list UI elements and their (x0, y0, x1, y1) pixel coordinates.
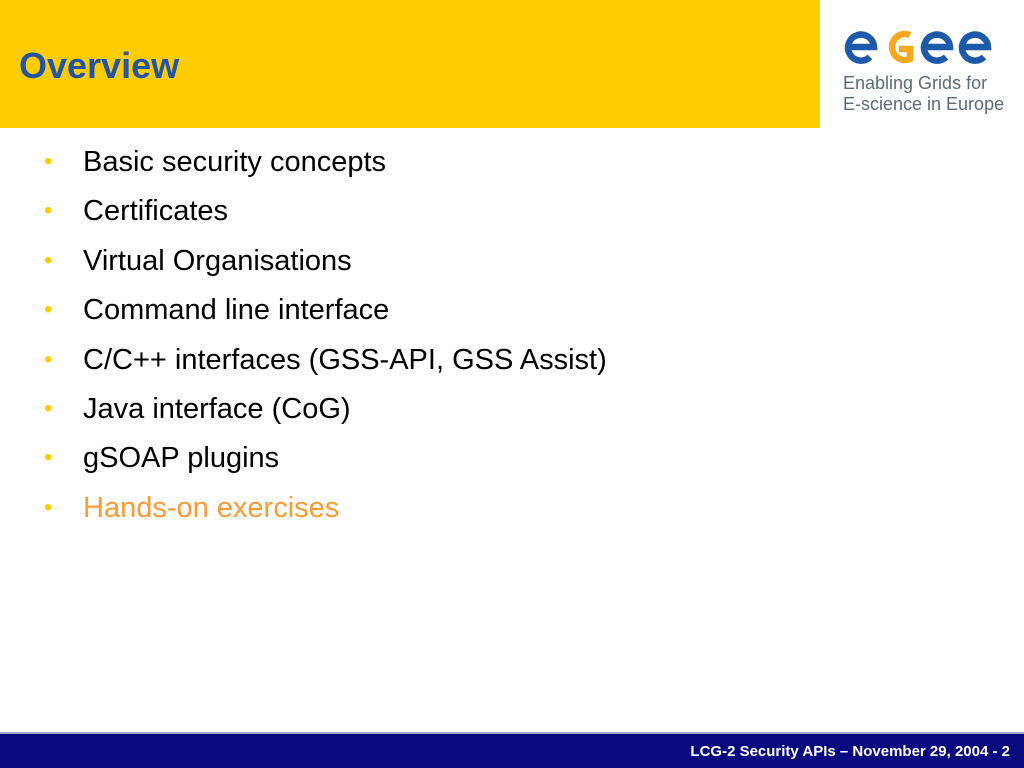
bullet-icon: • (44, 148, 53, 175)
bullet-item (44, 288, 607, 337)
bullet-text: Java interface (CoG) (83, 392, 351, 425)
bullet-text: Command line interface (83, 294, 390, 327)
header-band (0, 0, 820, 128)
bullet-item (44, 436, 607, 485)
bullet-text: Certificates (83, 195, 229, 228)
logo-tagline (843, 73, 1004, 115)
bullet-item (44, 239, 607, 288)
bullet-icon: • (44, 197, 53, 225)
logo-tagline-line-1: Enabling Grids for (843, 73, 988, 93)
egee-logo (820, 0, 1024, 128)
bullet-icon: • (44, 444, 53, 472)
bullet-item (44, 189, 607, 238)
bullet-icon: • (44, 296, 53, 324)
bullet-icon: • (44, 493, 53, 521)
bullet-text: Basic security concepts (83, 146, 387, 178)
bullet-icon: • (44, 345, 53, 373)
bullet-text: C/C++ interfaces (GSS-API, GSS Assist) (83, 343, 607, 376)
bullet-text: Hands-on exercises (83, 491, 340, 524)
bullet-icon: • (44, 246, 53, 274)
logo-tagline-line-2: E-science in Europe (843, 94, 1005, 114)
footer-text: LCG-2 Security APIs – November 29, 2004 - 2 (690, 743, 1010, 760)
footer-bar (0, 734, 1024, 768)
bullet-item (44, 140, 607, 189)
bullet-icon: • (44, 394, 53, 422)
bullet-text: gSOAP plugins (83, 442, 280, 475)
egee-wordmark-icon (842, 26, 1002, 68)
bullet-item (44, 338, 607, 387)
bullet-item (44, 387, 607, 436)
slide-title: Overview (19, 45, 180, 86)
bullet-text: Virtual Organisations (83, 244, 352, 277)
bullet-item-highlighted (44, 486, 607, 535)
bullet-list (44, 140, 607, 535)
